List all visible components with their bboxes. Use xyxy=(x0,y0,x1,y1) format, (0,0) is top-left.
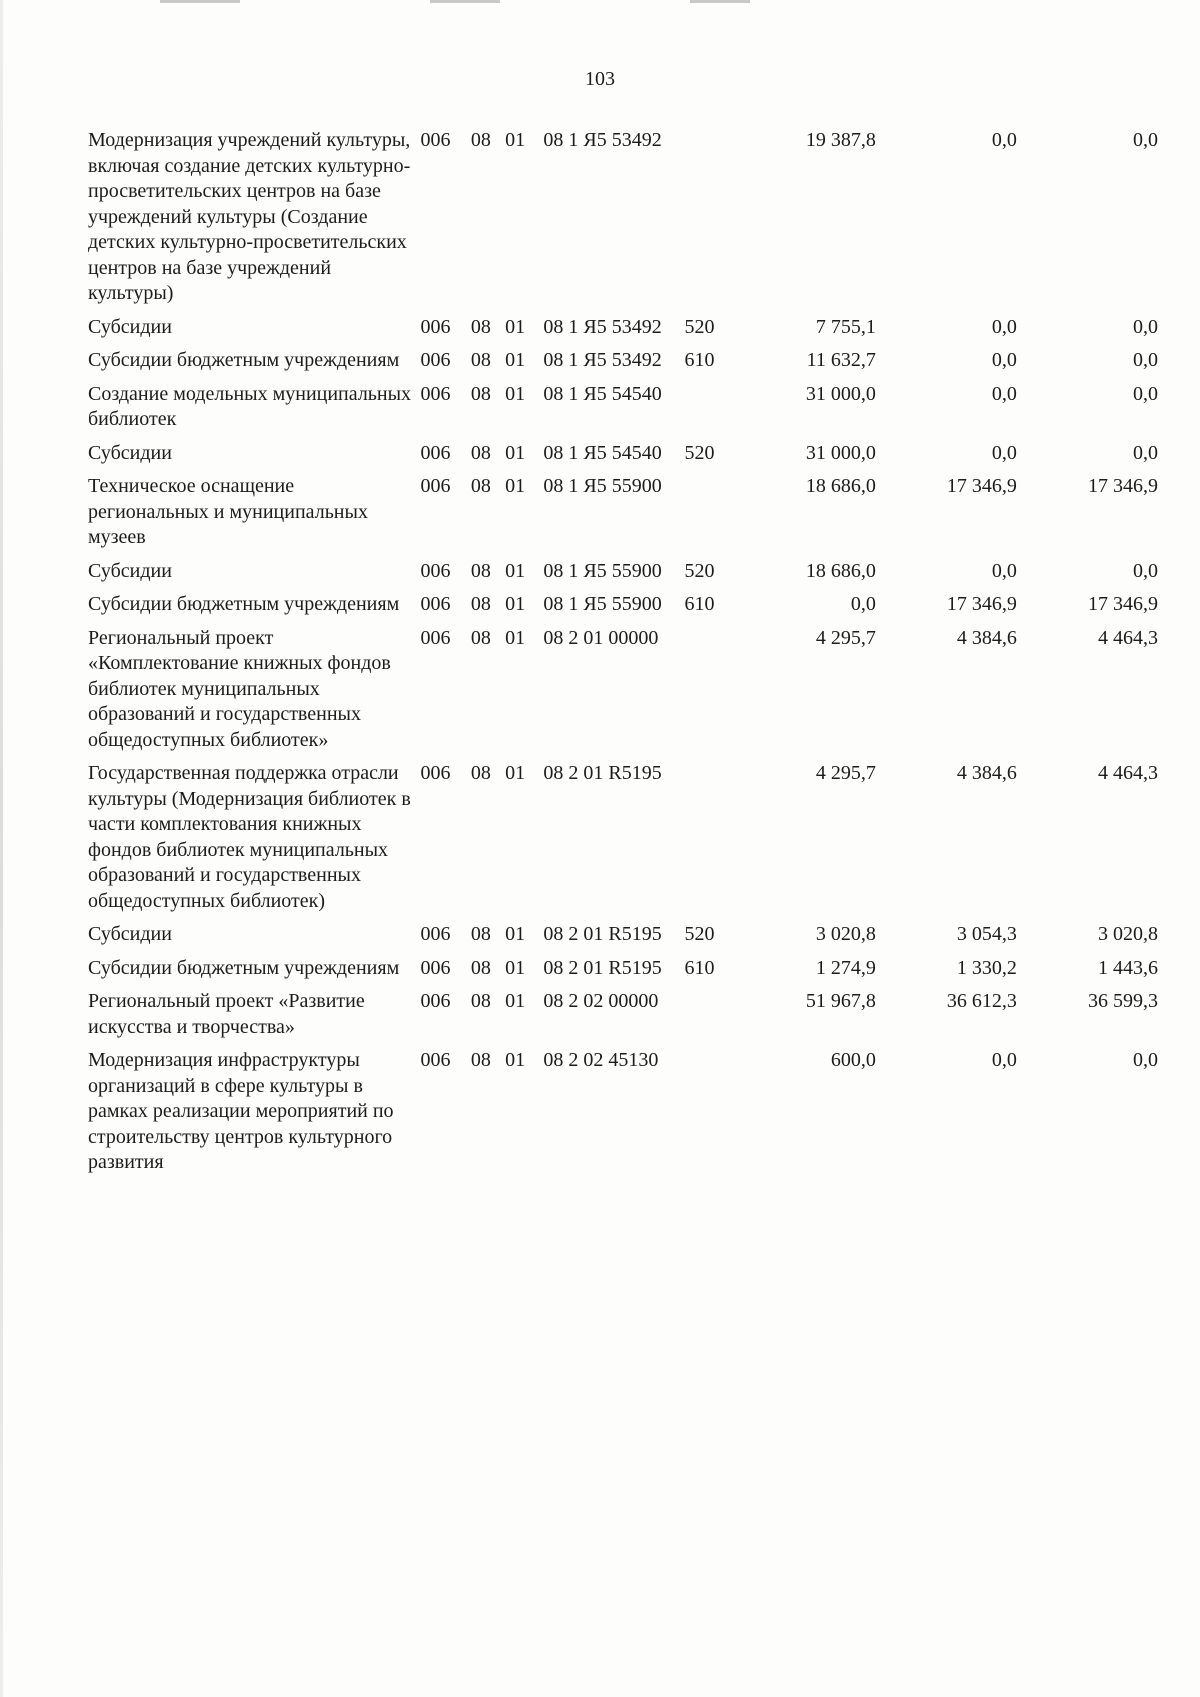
row-amount-year-1: 11 632,7 xyxy=(806,349,876,371)
row-subsection-code: 01 xyxy=(505,382,526,405)
row-amount-year-2: 36 612,3 xyxy=(946,990,1017,1012)
row-section-code: 08 xyxy=(470,923,491,945)
row-name: Субсидии бюджетным учреждениям xyxy=(88,349,400,371)
row-name: Региональный проект «Развитие искусства и творчества» xyxy=(88,990,365,1038)
row-name: Создание модельных муниципальных библиотек xyxy=(88,382,412,430)
row-amount-year-2: 17 346,9 xyxy=(946,593,1017,615)
table-row xyxy=(88,922,1158,956)
row-expense-type: 610 xyxy=(684,956,715,979)
row-amount-year-1: 1 274,9 xyxy=(815,956,876,979)
row-amount-year-2: 0,0 xyxy=(991,441,1017,464)
row-amount-year-1: 31 000,0 xyxy=(805,441,876,464)
table-row xyxy=(88,382,1158,441)
row-section-code: 08 xyxy=(470,441,491,464)
row-amount-year-1: 0,0 xyxy=(850,593,876,615)
row-amount-year-2: 4 384,6 xyxy=(956,626,1017,649)
row-expense-type: 610 xyxy=(684,593,715,615)
row-amount-year-3: 0,0 xyxy=(1133,441,1158,464)
row-name: Техническое оснащение региональных и муниципальных музеев xyxy=(88,475,368,548)
row-section-code: 08 xyxy=(470,315,491,338)
row-amount-year-2: 0,0 xyxy=(991,1049,1017,1071)
row-target-article: 08 1 Я5 53492 xyxy=(543,315,662,338)
row-subsection-code: 01 xyxy=(505,923,526,945)
row-section-code: 08 xyxy=(470,382,491,405)
row-amount-year-3: 0,0 xyxy=(1133,129,1158,151)
row-amount-year-2: 0,0 xyxy=(991,382,1017,405)
row-amount-year-3: 36 599,3 xyxy=(1088,990,1158,1012)
row-amount-year-2: 0,0 xyxy=(991,349,1017,371)
row-subsection-code: 01 xyxy=(505,315,526,338)
row-expense-type xyxy=(684,626,734,762)
budget-table xyxy=(88,128,1158,1184)
row-ministry-code: 006 xyxy=(420,956,451,979)
row-ministry-code: 006 xyxy=(420,923,451,945)
row-amount-year-2: 17 346,9 xyxy=(946,475,1017,497)
scan-artifact xyxy=(160,0,240,3)
row-name: Модернизация учреждений культуры, включая создание детских культурно-просветительских центров на базе учреждений культуры (Создание детских культурно-просветительских центров на базе учреждений культуры) xyxy=(88,129,411,304)
row-section-code: 08 xyxy=(470,129,491,151)
row-name: Субсидии xyxy=(88,441,172,464)
row-section-code: 08 xyxy=(470,349,491,371)
row-name: Субсидии бюджетным учреждениям xyxy=(88,956,400,979)
row-section-code: 08 xyxy=(470,1049,491,1071)
table-row xyxy=(88,128,1158,315)
row-amount-year-2: 0,0 xyxy=(991,315,1017,338)
row-subsection-code: 01 xyxy=(505,349,526,371)
row-name: Субсидии xyxy=(88,923,172,945)
row-section-code: 08 xyxy=(470,593,491,615)
table-row xyxy=(88,956,1158,990)
row-expense-type: 520 xyxy=(684,441,715,464)
row-section-code: 08 xyxy=(470,956,491,979)
row-amount-year-2: 4 384,6 xyxy=(956,762,1017,784)
row-amount-year-1: 600,0 xyxy=(830,1049,876,1071)
table-row xyxy=(88,348,1158,382)
row-amount-year-2: 1 330,2 xyxy=(956,956,1017,979)
row-amount-year-2: 3 054,3 xyxy=(956,923,1017,945)
row-ministry-code: 006 xyxy=(420,315,451,338)
row-amount-year-3: 0,0 xyxy=(1133,559,1158,582)
row-target-article: 08 1 Я5 55900 xyxy=(543,593,662,615)
row-subsection-code: 01 xyxy=(505,762,526,784)
table-row xyxy=(88,441,1158,475)
row-expense-type xyxy=(684,989,734,1048)
scan-artifact xyxy=(690,0,750,3)
row-name: Модернизация инфраструктуры организаций в сфере культуры в рамках реализации мероприятий по строительству центров культурного развития xyxy=(88,1049,394,1173)
table-row xyxy=(88,559,1158,593)
row-expense-type xyxy=(684,474,734,559)
row-expense-type: 520 xyxy=(684,923,715,945)
row-amount-year-3: 4 464,3 xyxy=(1098,762,1158,784)
scan-artifact xyxy=(430,0,500,3)
row-amount-year-3: 1 443,6 xyxy=(1098,956,1158,979)
row-target-article: 08 1 Я5 53492 xyxy=(543,129,662,151)
row-amount-year-3: 0,0 xyxy=(1133,1049,1158,1071)
row-ministry-code: 006 xyxy=(420,441,451,464)
row-subsection-code: 01 xyxy=(505,990,526,1012)
row-name: Субсидии xyxy=(88,315,172,338)
row-subsection-code: 01 xyxy=(505,1049,526,1071)
row-section-code: 08 xyxy=(470,626,491,649)
row-target-article: 08 1 Я5 55900 xyxy=(543,475,662,497)
row-amount-year-1: 18 686,0 xyxy=(805,559,876,582)
row-target-article: 08 2 01 R5195 xyxy=(543,956,662,979)
scan-edge xyxy=(0,0,3,1697)
table-row xyxy=(88,592,1158,626)
row-amount-year-1: 31 000,0 xyxy=(805,382,876,405)
row-amount-year-2: 0,0 xyxy=(991,129,1017,151)
row-subsection-code: 01 xyxy=(505,129,526,151)
row-subsection-code: 01 xyxy=(505,593,526,615)
row-ministry-code: 006 xyxy=(420,559,451,582)
row-name: Региональный проект «Комплектование книжных фондов библиотек муниципальных образований и государственных общедоступных библиотек» xyxy=(88,626,391,751)
row-ministry-code: 006 xyxy=(420,475,451,497)
row-section-code: 08 xyxy=(470,559,491,582)
row-name: Субсидии xyxy=(88,559,172,582)
row-target-article: 08 2 01 R5195 xyxy=(543,762,662,784)
row-expense-type: 610 xyxy=(684,349,715,371)
row-subsection-code: 01 xyxy=(505,475,526,497)
row-ministry-code: 006 xyxy=(420,1049,451,1071)
row-section-code: 08 xyxy=(470,990,491,1012)
row-target-article: 08 2 02 45130 xyxy=(543,1049,659,1071)
row-amount-year-3: 0,0 xyxy=(1133,349,1158,371)
row-amount-year-1: 3 020,8 xyxy=(815,923,876,945)
row-amount-year-1: 19 387,8 xyxy=(805,129,876,151)
row-amount-year-2: 0,0 xyxy=(991,559,1017,582)
table-row xyxy=(88,1048,1158,1184)
row-amount-year-1: 4 295,7 xyxy=(815,626,876,649)
table-row xyxy=(88,626,1158,762)
row-ministry-code: 006 xyxy=(420,593,451,615)
table-row xyxy=(88,474,1158,559)
row-amount-year-3: 17 346,9 xyxy=(1088,475,1158,497)
row-target-article: 08 2 01 R5195 xyxy=(543,923,662,945)
row-ministry-code: 006 xyxy=(420,349,451,371)
row-expense-type: 520 xyxy=(684,559,715,582)
row-amount-year-3: 0,0 xyxy=(1133,382,1158,405)
row-amount-year-1: 4 295,7 xyxy=(815,762,876,784)
row-target-article: 08 1 Я5 53492 xyxy=(543,349,662,371)
row-target-article: 08 2 01 00000 xyxy=(543,626,659,649)
row-amount-year-1: 7 755,1 xyxy=(815,315,876,338)
row-section-code: 08 xyxy=(470,475,491,497)
row-expense-type xyxy=(684,1048,734,1184)
row-target-article: 08 1 Я5 54540 xyxy=(543,441,662,464)
row-ministry-code: 006 xyxy=(420,762,451,784)
row-section-code: 08 xyxy=(470,762,491,784)
row-name: Государственная поддержка отрасли культуры (Модернизация библиотек в части комплектования книжных фондов библиотек муниципальных образований и государственных общедоступных библиотек) xyxy=(88,762,411,912)
row-subsection-code: 01 xyxy=(505,559,526,582)
page-number: 103 xyxy=(585,68,615,90)
row-target-article: 08 1 Я5 55900 xyxy=(543,559,662,582)
row-ministry-code: 006 xyxy=(420,990,451,1012)
row-subsection-code: 01 xyxy=(505,441,526,464)
row-amount-year-3: 4 464,3 xyxy=(1098,626,1158,649)
table-row xyxy=(88,989,1158,1048)
row-subsection-code: 01 xyxy=(505,626,526,649)
table-row xyxy=(88,761,1158,922)
row-target-article: 08 2 02 00000 xyxy=(543,990,659,1012)
row-expense-type: 520 xyxy=(684,315,715,338)
row-ministry-code: 006 xyxy=(420,129,451,151)
row-expense-type xyxy=(684,761,734,922)
row-amount-year-3: 17 346,9 xyxy=(1088,593,1158,615)
row-expense-type xyxy=(684,382,734,441)
row-name: Субсидии бюджетным учреждениям xyxy=(88,593,400,615)
row-ministry-code: 006 xyxy=(420,382,451,405)
row-subsection-code: 01 xyxy=(505,956,526,979)
table-row xyxy=(88,315,1158,349)
row-target-article: 08 1 Я5 54540 xyxy=(543,382,662,405)
row-amount-year-3: 0,0 xyxy=(1133,315,1158,338)
row-amount-year-1: 51 967,8 xyxy=(805,990,876,1012)
table-body xyxy=(88,128,1158,1184)
row-ministry-code: 006 xyxy=(420,626,451,649)
row-expense-type xyxy=(684,128,734,315)
row-amount-year-1: 18 686,0 xyxy=(805,475,876,497)
row-amount-year-3: 3 020,8 xyxy=(1098,923,1158,945)
